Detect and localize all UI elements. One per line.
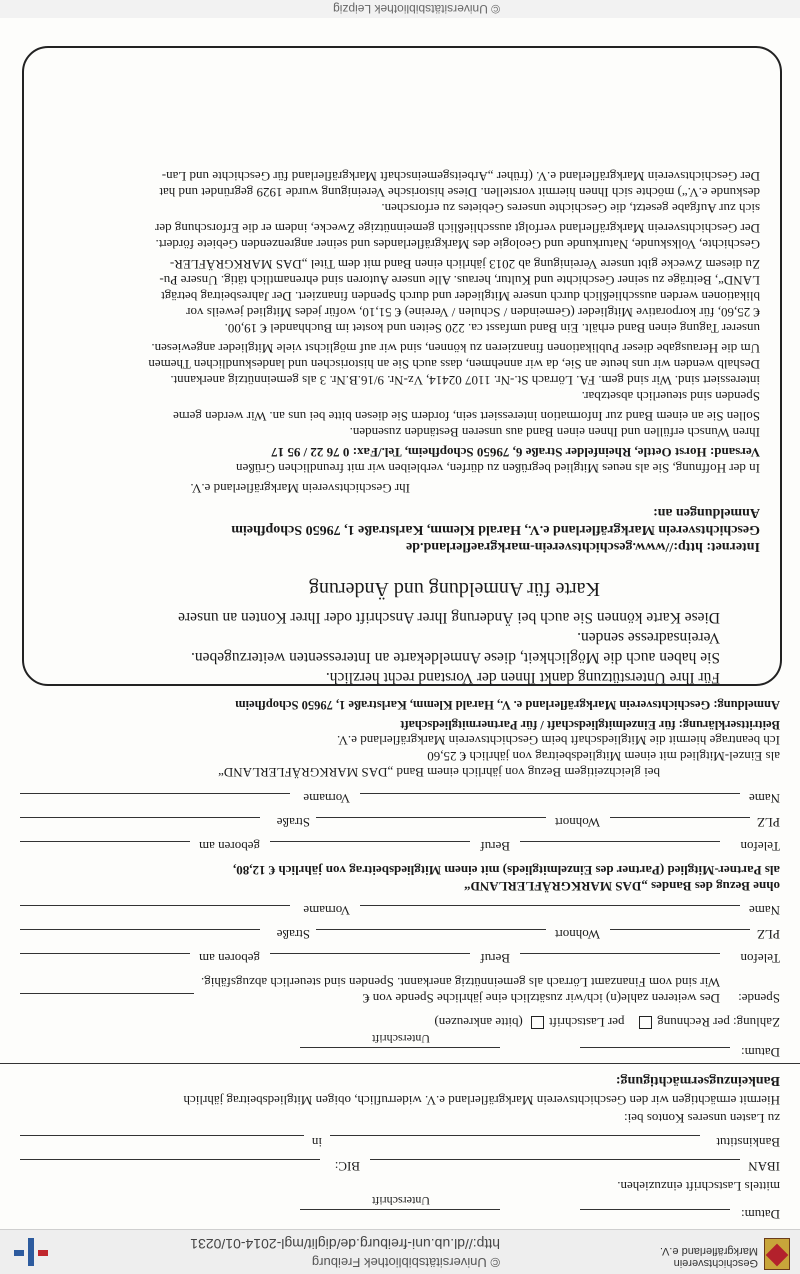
spende-line-1: Des weiteren zahle(n) ich/wir zusätzlich eine jährliche Spende von € — [363, 991, 720, 1006]
karte-p2: Vereinsadresse senden. — [577, 629, 720, 646]
bank-datum-line[interactable] — [580, 1209, 730, 1210]
partner-beruf-field[interactable] — [270, 953, 470, 954]
partner-line-1: als Partner-Mitglied (Partner des Einzelmitglieds) mit einem Mitgliedsbeitrag von jährlich € 12,80, — [233, 863, 780, 878]
anmeldung-address: Anmeldung: Geschichtsverein Markgräflerland e. V., Harald Klemm, Karlstraße 1, 79650 Schopfheim — [235, 698, 780, 712]
form-unterschrift-label: Unterschrift — [372, 1032, 430, 1046]
partner-plz-label: PLZ — [756, 927, 780, 942]
info-sollen-2: Ihren Wunsch erfüllen und Ihnen einen Band aus unseren Beständen zusenden. — [349, 425, 760, 440]
zahlung-row — [434, 1014, 780, 1030]
einzel-geboren-label: geboren am — [198, 839, 260, 854]
info-signature: Ihr Geschichtsverein Markgräflerland e.V. — [190, 481, 410, 496]
einzel-vorname-label: Vorname — [303, 791, 350, 806]
einzel-line-3: bei gleichzeitigem Bezug von jährlich einem Band „DAS MARKGRÄFLERLAND“ — [218, 765, 660, 780]
info-adresse: Geschichtsverein Markgräflerland e.V., Harald Klemm, Karlstraße 1, 79650 Schopfheim — [231, 522, 760, 537]
viewer-footer — [0, 0, 800, 18]
spende-line-2: Wir sind vom Finanzamt Lörrach als gemeinnützig anerkannt. Spenden sind steuerlich abzugsfähig. — [201, 975, 720, 990]
bank-ort-field[interactable] — [20, 1135, 304, 1136]
viewer-header — [0, 1229, 800, 1274]
partner-plz-field[interactable] — [610, 929, 750, 930]
bankinstitut-label: Bankinstitut — [716, 1135, 780, 1150]
bankinstitut-field[interactable] — [330, 1135, 700, 1136]
info-internet[interactable]: Internet: http://www.geschichtsverein-markgraeflerland.de — [406, 539, 760, 554]
einzel-telefon-field[interactable] — [520, 841, 720, 842]
info-versand: Versand: Horst Oettle, Rheinfelder Straße 6, 79650 Schopfheim, Tel./Fax: 0 76 22 / 95 17 — [271, 445, 760, 460]
section-divider — [0, 1063, 800, 1064]
einzel-telefon-label: Telefon — [740, 839, 780, 854]
per-lastschrift-checkbox[interactable] — [531, 1016, 544, 1029]
info-intro-2: deskunde e.V.“) möchte sich Ihnen hiermit vorstellen. Diese historische Vereinigung wurde 1929 gegründet und hat — [159, 185, 760, 200]
info-verein-2: Geschichte, Volkskunde, Naturkunde und Geologie des Markgräflerlandes und seiner angrenzenden Gebiete fördert. — [155, 237, 760, 252]
document-url[interactable]: http://dl.ub.uni-freiburg.de/diglit/mgl-2014-01/0231 — [190, 1236, 500, 1252]
karte-p4: Für Ihre Unterstützung dankt Ihnen der Vorstand recht herzlich. — [325, 669, 720, 686]
bank-datum-label: Datum: — [741, 1207, 780, 1222]
per-lastschrift-label: per Lastschrift — [549, 1015, 625, 1030]
einzel-name-field[interactable] — [360, 793, 740, 794]
partner-geboren-label: geboren am — [198, 951, 260, 966]
bank-unterschrift-line[interactable] — [300, 1209, 500, 1210]
partner-name-field[interactable] — [360, 905, 740, 906]
einzel-wohnort-label: Wohnort — [554, 815, 600, 830]
info-ziel-3: interessiert sind. Wir sind gem. FA. Lörrach St.-Nr. 1107 02414, Vz-Nr. 9/16.B.Nr. 3 als gemeinnützig anerkannt. — [170, 373, 760, 388]
info-intro-3: sich zur Aufgabe gesetzt, die Geschichte unseres Gebietes zu erforschen. — [381, 201, 760, 216]
partner-name-label: Name — [748, 903, 780, 918]
einzel-vorname-field[interactable] — [20, 793, 290, 794]
bank-in-label: in — [311, 1135, 322, 1150]
iban-label: IBAN — [748, 1159, 780, 1174]
info-hoffnung: In der Hoffnung, Sie als neues Mitglied begrüßen zu dürfen, verbleiben wir mit freundlichen Grüßen — [236, 461, 760, 476]
form-unterschrift-line[interactable] — [300, 1047, 500, 1048]
partner-telefon-label: Telefon — [740, 951, 780, 966]
institution-name: Geschichtsverein Markgräflerland e.V. — [659, 1245, 758, 1269]
partner-beruf-label: Beruf — [480, 951, 510, 966]
info-zweck-1: Zu diesem Zwecke gibt unsere Vereinigung ab 2013 jährlich einen Band mit dem Titel „DAS MARKGRÄFLER- — [169, 257, 760, 272]
karte-p3: Sie haben auch die Möglichkeit, diese Anmeldekarte an Interessenten weiterzugeben. — [191, 649, 720, 666]
form-datum-line[interactable] — [580, 1047, 730, 1048]
einzel-line-1: Ich beantrage hiermit die Mitgliedschaft beim Geschichtsverein Markgräflerland e.V. — [336, 733, 780, 748]
info-zweck-3: blikationen werden ausschließlich durch unsere Mitglieder und durch Spenden finanziert. Der Jahresbeitrag beträgt — [161, 289, 760, 304]
einzel-name-label: Name — [748, 791, 780, 806]
beitritt-label: Beitrittserklärung: für Einzelmitgliedschaft / für Partnermitgliedschaft — [400, 718, 780, 732]
info-ziel-2: Deshalb wenden wir uns heute an Sie, da wir annehmen, dass auch Sie an historischen und landeskundlichen Themen — [148, 357, 760, 372]
einzel-strasse-label: Straße — [276, 815, 310, 830]
partner-strasse-field[interactable] — [20, 929, 260, 930]
bic-field[interactable] — [20, 1159, 320, 1160]
karte-p1: Diese Karte können Sie auch bei Änderung Ihrer Anschrift oder Ihrer Konten an unsere — [178, 609, 720, 626]
bank-text-line-1: Hiermit ermächtigen wir den Geschichtsverein Markgräflerland e.V. widerruflich, obigen Mitgliedsbeitrag jährlich — [183, 1093, 780, 1108]
karte-title: Karte für Anmeldung und Änderung — [308, 578, 600, 600]
per-rechnung-label: per Rechnung — [657, 1015, 730, 1030]
einzel-beruf-label: Beruf — [480, 839, 510, 854]
partner-vorname-field[interactable] — [20, 905, 290, 906]
partner-vorname-label: Vorname — [303, 903, 350, 918]
iban-field[interactable] — [370, 1159, 740, 1160]
bank-lastschrift-text: mittels Lastschrift einzuziehen. — [617, 1179, 780, 1194]
library-credit: © Universitätsbibliothek Freiburg — [311, 1255, 500, 1270]
spende-label: Spende: — [738, 991, 780, 1006]
partner-geboren-field[interactable] — [20, 953, 190, 954]
info-anmeldungen: Anmeldungen an: — [653, 505, 760, 520]
einzel-wohnort-field[interactable] — [316, 817, 546, 818]
einzel-geboren-field[interactable] — [20, 841, 190, 842]
partner-telefon-field[interactable] — [520, 953, 720, 954]
partner-wohnort-field[interactable] — [316, 929, 546, 930]
info-intro-1: Der Geschichtsverein Markgräflerland e.V. (früher „Arbeitsgemeinschaft Markgräflerland für Geschichte und Lan- — [161, 169, 760, 184]
bank-text-line-2: zu Lasten unseres Kontos bei: — [624, 1111, 780, 1126]
partner-strasse-label: Straße — [276, 927, 310, 942]
ub-mark-icon — [14, 1238, 48, 1266]
bic-label: BIC: — [334, 1159, 360, 1174]
coat-of-arms-logo — [764, 1238, 790, 1270]
info-spenden: Spenden sind steuerlich absetzbar. — [581, 389, 760, 404]
info-zweck-4: € 25,60, für korporative Mitglieder (Gemeinden / Schulen / Vereine) € 51,10, wofür jedes Mitglied jeweils vor — [186, 305, 760, 320]
einzel-plz-field[interactable] — [610, 817, 750, 818]
form-datum-label: Datum: — [741, 1045, 780, 1060]
einzel-beruf-field[interactable] — [270, 841, 470, 842]
info-verein-1: Der Geschichtsverein Markgräflerland verfolgt ausschließlich gemeinnützige Zwecke, indem er die Erforschung der — [155, 221, 760, 236]
partner-line-2: ohne Bezug des Bandes „DAS MARKGRÄFLERLAND“ — [464, 879, 780, 894]
bitte-ankreuzen: (bitte ankreuzen) — [434, 1015, 523, 1030]
bank-unterschrift-label: Unterschrift — [372, 1194, 430, 1208]
bank-title: Bankeinzugsermächtigung: — [615, 1073, 780, 1088]
partner-wohnort-label: Wohnort — [554, 927, 600, 942]
einzel-strasse-field[interactable] — [20, 817, 260, 818]
info-ziel-1: Um die Herausgabe dieser Publikationen finanzieren zu können, sind wir auf möglichst viele Mitglieder angewiesen. — [151, 341, 760, 356]
einzel-line-2: als Einzel-Mitglied mit einem Mitgliedsbeitrag von jährlich € 25,60 — [427, 749, 780, 764]
zahlung-label: Zahlung: — [733, 1015, 780, 1030]
spende-amount-field[interactable] — [20, 993, 194, 994]
info-zweck-5: unserer Tagung einen Band erhält. Ein Band umfasst ca. 220 Seiten und kostet im Buchhandel € 19,00. — [224, 321, 760, 336]
per-rechnung-checkbox[interactable] — [639, 1016, 652, 1029]
info-zweck-2: LAND“, Beiträge zu seiner Geschichte und Kultur, heraus. Alle unsere Autoren sind ehrenamtlich tätig. Unsere Pu- — [159, 273, 760, 288]
einzel-plz-label: PLZ — [756, 815, 780, 830]
info-sollen-1: Sollen Sie an einem Band zur Information interessiert sein, fordern Sie diesen bitte bei uns an. Wir werden gerne — [173, 409, 760, 424]
footer-library-credit: © Universitätsbibliothek Leipzig — [333, 2, 500, 16]
